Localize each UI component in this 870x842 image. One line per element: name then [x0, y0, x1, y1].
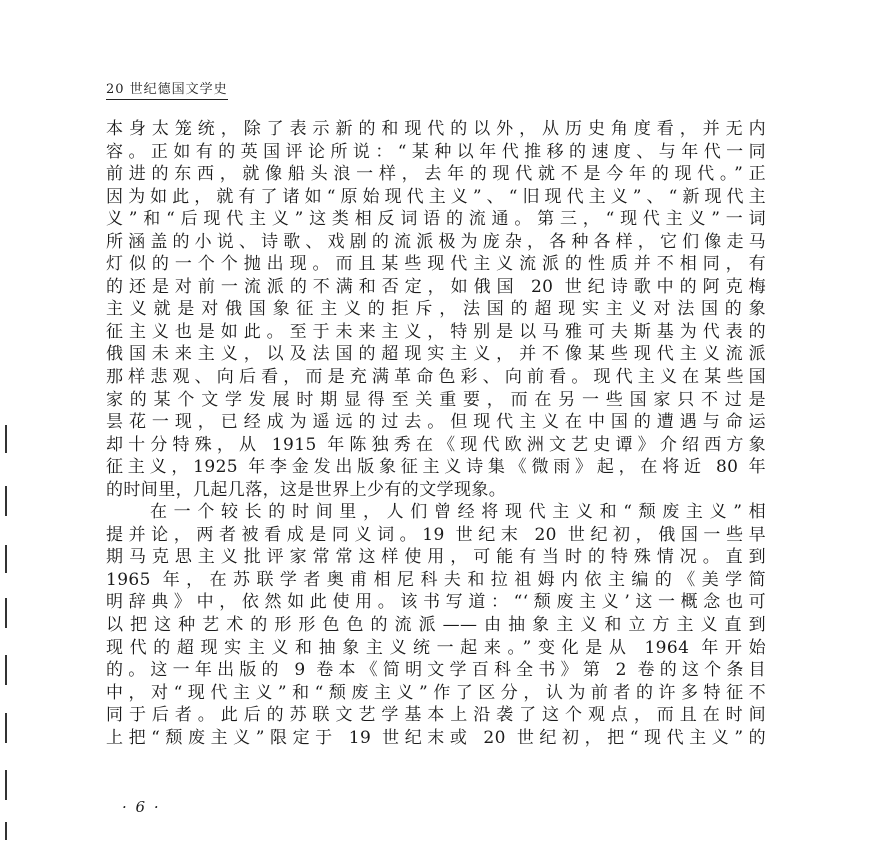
scan-margin-mark [5, 425, 7, 453]
body-text [106, 118, 766, 749]
text-line-14: 昙花一现，已经成为遥远的过去。但现代主义在中国的遭遇与命运 [106, 412, 766, 433]
scan-margin-mark [5, 486, 7, 516]
text-line-7: 灯似的一个个抛出现。而且某些现代主义流派的性质并不相同，有 [106, 254, 766, 275]
page-number: · 6 · [122, 798, 161, 816]
text-line-27: 同于后者。此后的苏联文艺学基本上沿袭了这个观点，而且在时间 [106, 705, 766, 726]
text-line-18-paragraph-start: 在一个较长的时间里，人们曾经将现代主义和“颓废主义”相 [150, 502, 766, 523]
text-line-10: 征主义也是如此。至于未来主义，特别是以马雅可夫斯基为代表的 [106, 321, 766, 342]
text-line-3: 前进的东西，就像船头浪一样，去年的现代就不是今年的现代。”正 [106, 164, 766, 185]
text-line-25: 的。这一年出版的 9 卷本《简明文学百科全书》第 2 卷的这个条目 [106, 660, 766, 681]
text-line-13: 家的某个文学发展时期显得至关重要，而在另一些国家只不过是 [106, 389, 766, 410]
scan-margin-mark [5, 545, 7, 573]
text-line-16: 征主义，1925 年李金发出版象征主义诗集《微雨》起，在将近 80 年 [106, 457, 766, 478]
text-line-23: 以把这种艺术的形形色色的流派——由抽象主义和立方主义直到 [106, 615, 766, 636]
text-line-22: 明辞典》中，依然如此使用。该书写道：“‘颓废主义’这一概念也可 [106, 592, 766, 613]
scan-margin-mark [5, 713, 7, 743]
text-line-28: 上把“颓废主义”限定于 19 世纪末或 20 世纪初，把“现代主义”的 [106, 727, 766, 748]
text-line-4: 因为如此，就有了诸如“原始现代主义”、“旧现代主义”、“新现代主 [106, 186, 766, 207]
text-line-9: 主义就是对俄国象征主义的拒斥，法国的超现实主义对法国的象 [106, 299, 766, 320]
running-header: 20 世纪德国文学史 [106, 78, 228, 100]
scan-margin-mark [5, 770, 7, 800]
text-line-20: 期马克思主义批评家常常这样使用，可能有当时的特殊情况。直到 [106, 547, 766, 568]
text-line-2: 容。正如有的英国评论所说：“某种以年代推移的速度、与年代一同 [106, 141, 766, 162]
text-line-19: 提并论，两者被看成是同义词。19 世纪末 20 世纪初，俄国一些早 [106, 524, 766, 545]
scan-margin-mark [5, 598, 7, 628]
text-line-21: 1965 年，在苏联学者奥甫相尼科夫和拉祖姆内依主编的《美学简 [106, 569, 766, 590]
text-line-1: 本身太笼统，除了表示新的和现代的以外，从历史角度看，并无内 [106, 119, 766, 139]
text-line-6: 所涵盖的小说、诗歌、戏剧的流派极为庞杂，各种各样，它们像走马 [106, 231, 766, 252]
text-line-26: 中，对“现代主义”和“颓废主义”作了区分，认为前者的许多特征不 [106, 682, 766, 703]
text-line-17-paragraph-end: 的时间里，几起几落，这是世界上少有的文学现象。 [106, 479, 507, 500]
text-line-12: 那样悲观、向后看，而是充满革命色彩、向前看。现代主义在某些国 [106, 367, 766, 388]
text-line-5: 义”和“后现代主义”这类相反词语的流通。第三，“现代主义”一词 [106, 209, 766, 230]
text-line-24: 现代的超现实主义和抽象主义统一起来。”变化是从 1964 年开始 [106, 637, 766, 658]
scan-margin-mark [5, 822, 7, 840]
scan-margin-mark [5, 655, 7, 685]
text-line-8: 的还是对前一流派的不满和否定，如俄国 20 世纪诗歌中的阿克梅 [106, 276, 766, 297]
text-line-15: 却十分特殊，从 1915 年陈独秀在《现代欧洲文艺史谭》介绍西方象 [106, 434, 766, 455]
text-line-11: 俄国未来主义，以及法国的超现实主义，并不像某些现代主义流派 [106, 344, 766, 365]
